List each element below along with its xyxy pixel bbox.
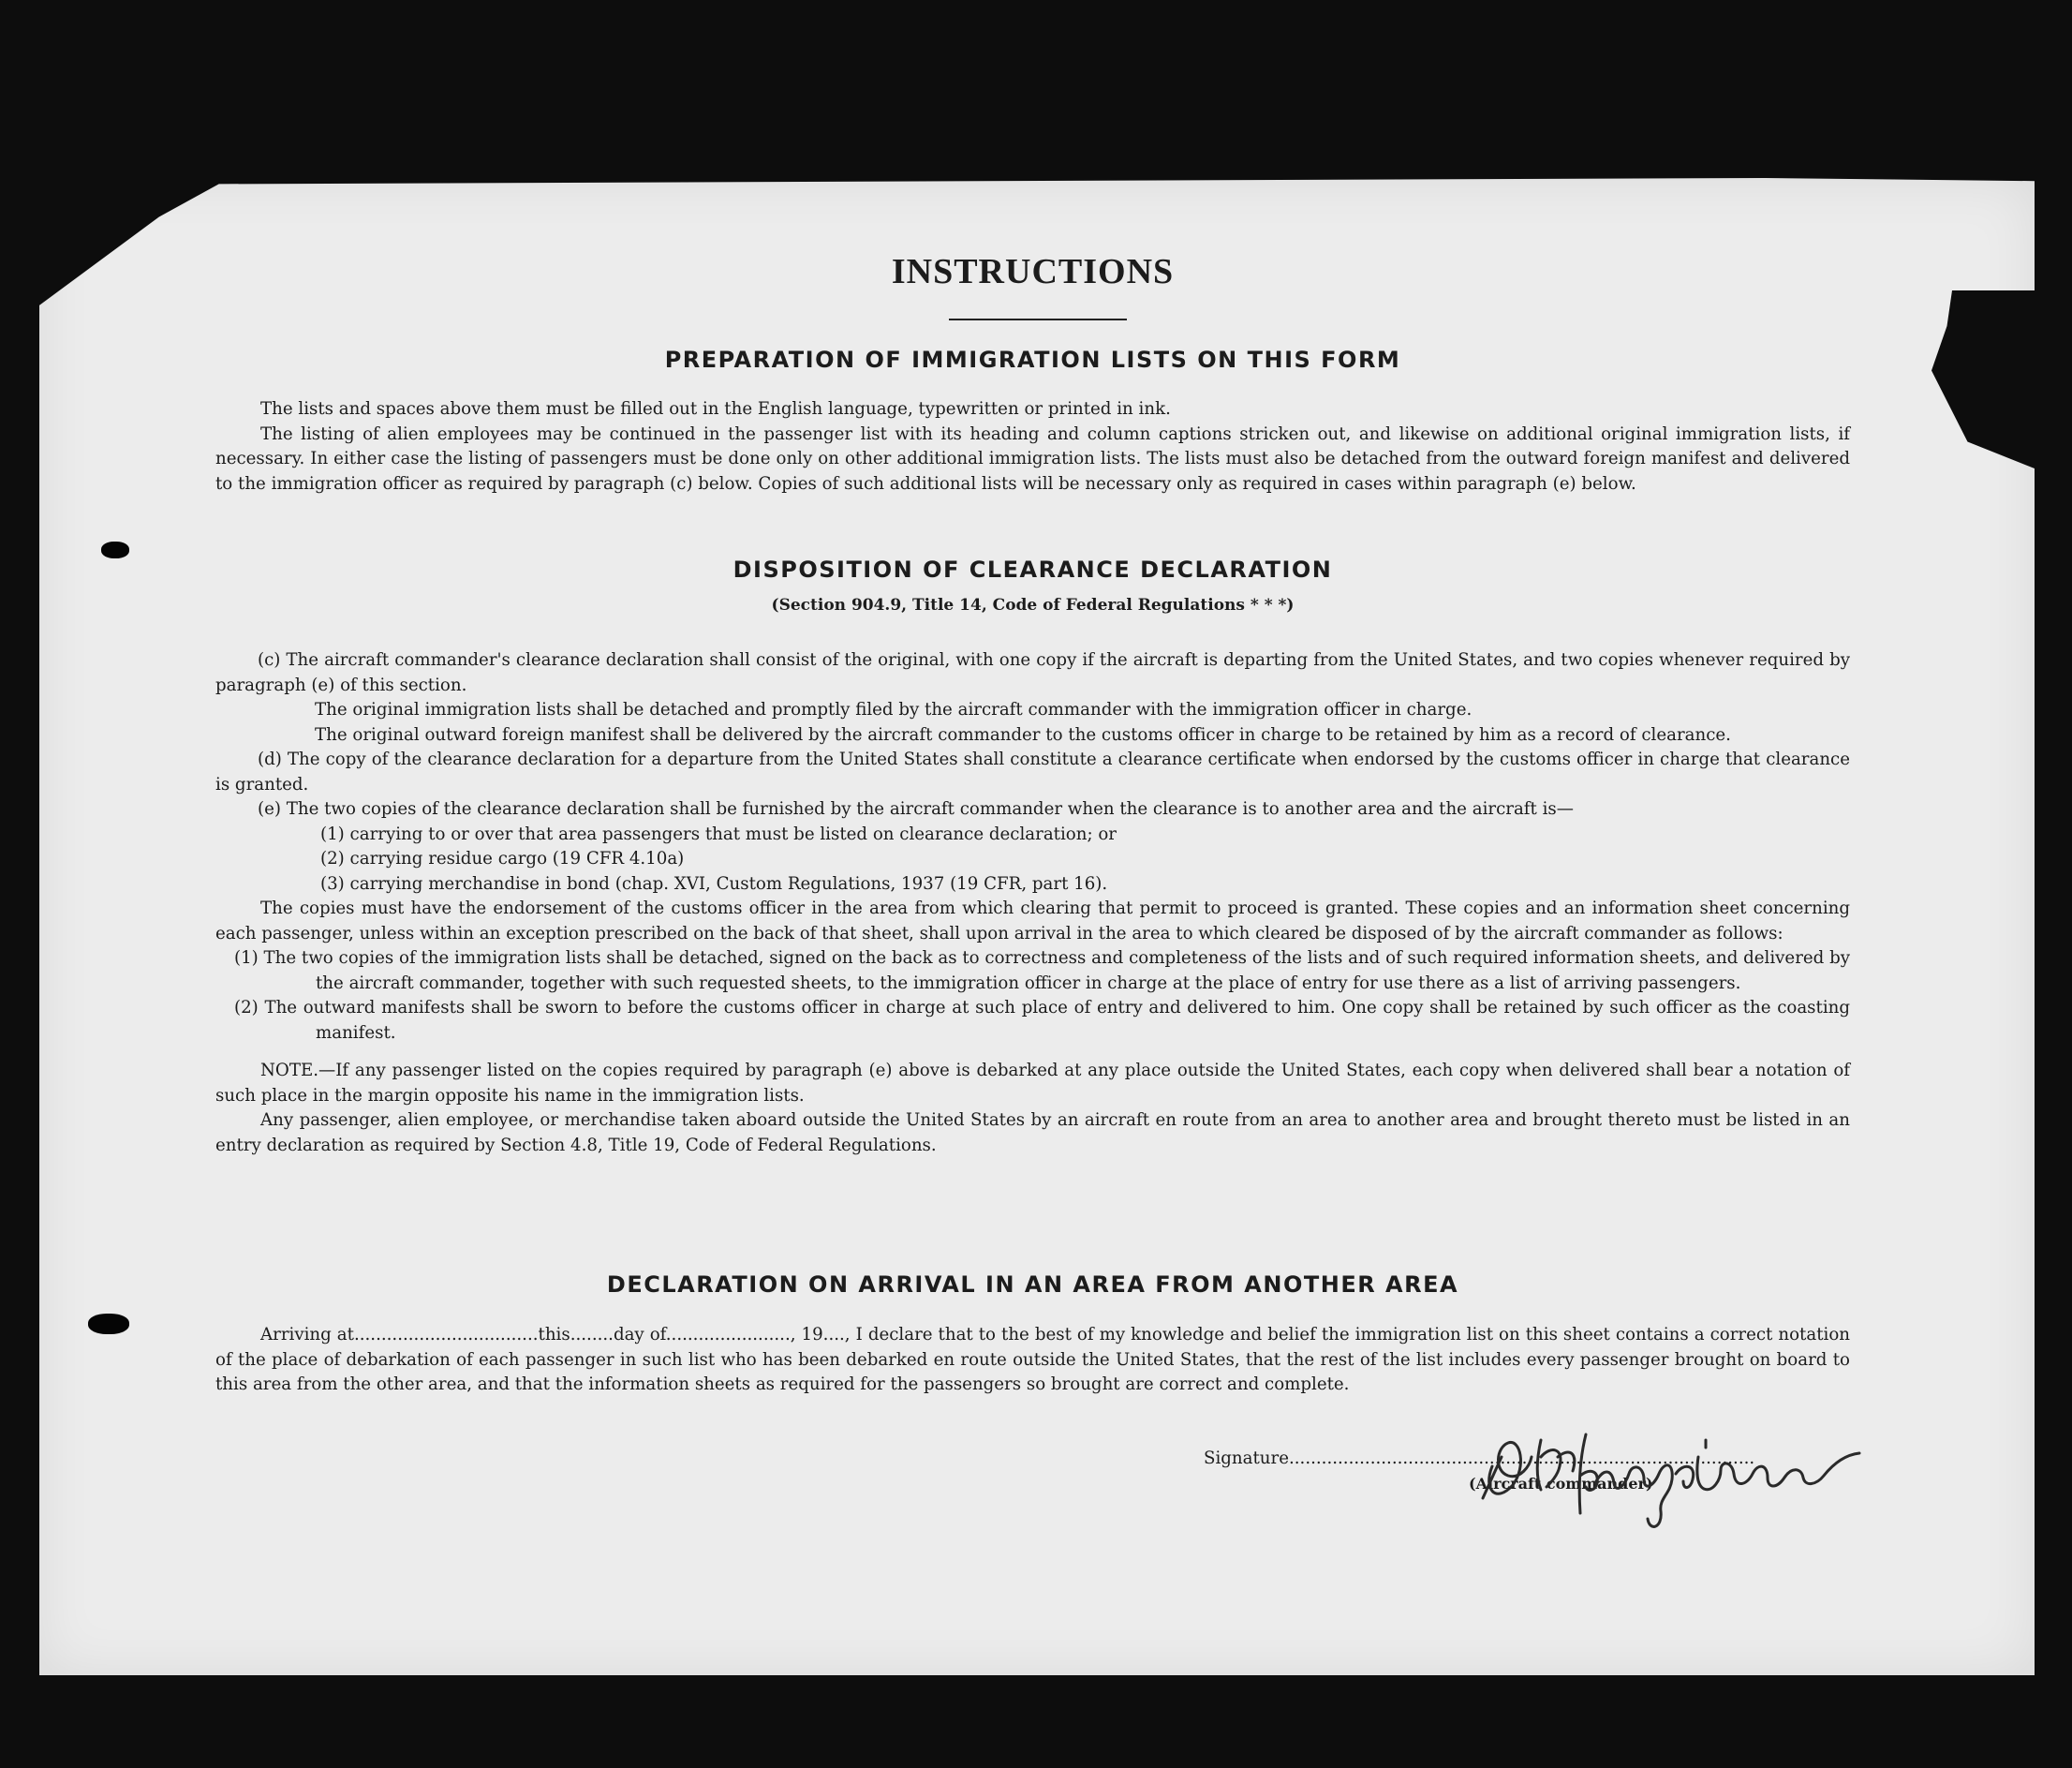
section-heading-declaration: DECLARATION ON ARRIVAL IN AN AREA FROM ANOTHER AREA	[606, 1271, 1459, 1298]
punch-hole-mark	[101, 542, 129, 558]
paragraph-d: (d) The copy of the clearance declaration for a departure from the United States shall constitute a clearance certificate when endorsed by the customs officer in charge that clearance is granted.	[215, 750, 1850, 795]
section-heading-disposition: DISPOSITION OF CLEARANCE DECLARATION	[733, 557, 1333, 583]
paragraph: The listing of alien employees may be continued in the passenger list with its heading and column captions stricken out, and likewise on additional original immigration lists, if necessary. In either case the listing of passengers must be done only on other additional immigration lists. The lists must also be detached from the outward foreign manifest and delivered to the immigration officer as required by paragraph (c) below. Copies of such additional lists will be necessary only as required in cases within paragraph (e) below.	[215, 423, 1850, 494]
handwritten-signature	[1475, 1401, 1887, 1541]
paragraph-c-immigration-lists: The original immigration lists shall be detached and promptly filed by the aircraft commander with the immigration officer in charge.	[315, 700, 1473, 720]
declaration-paragraph: Arriving at..................................this........day of......................., 19...., I declare that to the best of my knowledge and belief the immigration list on this sheet contains a correct notation of the place of debarkation of each passenger in such list who has been debarked en route outside the United States, that the rest of the list includes every passenger brought on board to this area from the other area, and that the information sheets as required for the passengers so brought are correct and complete.	[215, 1325, 1850, 1394]
paragraph-c-manifest: The original outward foreign manifest shall be delivered by the aircraft commander to the customs officer in charge to be retained by him as a record of clearance.	[315, 724, 1731, 745]
punch-hole-mark	[88, 1314, 129, 1334]
list-item: (1) The two copies of the immigration lists shall be detached, signed on the back as to correctness and completeness of the lists and of such required information sheets, and delivered by the aircraft commander, together with such requested sheets, to the immigration officer in charge at the place of entry for use there as a list of arriving passengers.	[234, 948, 1850, 993]
signature-caption: (Aircraft commander)	[1469, 1475, 1653, 1493]
list-item: (3) carrying merchandise in bond (chap. XVI, Custom Regulations, 1937 (19 CFR, part 16).	[320, 873, 1108, 894]
list-item: (2) The outward manifests shall be sworn to before the customs officer in charge at such place of entry and delivered to him. One copy shall be retained by such officer as the coasting manifest.	[234, 998, 1850, 1043]
list-item: (1) carrying to or over that area passengers that must be listed on clearance declaration; or	[320, 824, 1117, 844]
title-underline	[949, 319, 1127, 320]
signature-label: Signature	[1204, 1449, 1289, 1468]
declaration-text	[215, 1323, 1850, 1398]
signature-dots: ......................................................................................	[1288, 1449, 1755, 1468]
page-title: INSTRUCTIONS	[891, 252, 1175, 291]
disposition-text	[215, 648, 1850, 1158]
paragraph-any-passenger: Any passenger, alien employee, or merchandise taken aboard outside the United States by an aircraft en route from an area to another area and brought thereto must be listed in an entry declaration as required by Section 4.8, Title 19, Code of Federal Regulations.	[215, 1110, 1850, 1155]
list-item: (2) carrying residue cargo (19 CFR 4.10a)	[320, 849, 685, 869]
paragraph: The lists and spaces above them must be filled out in the English language, typewritten or printed in ink.	[260, 399, 1171, 419]
paragraph-e: (e) The two copies of the clearance declaration shall be furnished by the aircraft commander when the clearance is to another area and the aircraft is—	[258, 799, 1574, 819]
note-paragraph: NOTE.—If any passenger listed on the copies required by paragraph (e) above is debarked at any place outside the United States, each copy when delivered shall bear a notation of such place in the margin opposite his name in the immigration lists.	[215, 1061, 1850, 1106]
preparation-text	[215, 397, 1850, 497]
regulation-reference: (Section 904.9, Title 14, Code of Federal Regulations * * *)	[771, 596, 1295, 615]
paragraph-c: (c) The aircraft commander's clearance declaration shall consist of the original, with one copy if the aircraft is departing from the United States, and two copies whenever required by paragraph (e) of this section.	[215, 650, 1850, 695]
section-heading-preparation: PREPARATION OF IMMIGRATION LISTS ON THIS FORM	[664, 347, 1401, 373]
paragraph-copies: The copies must have the endorsement of the customs officer in the area from which clearing that permit to proceed is granted. These copies and an information sheet concerning each passenger, unless within an exception prescribed on the back of that sheet, shall upon arrival in the area to which cleared be disposed of by the aircraft commander as follows:	[215, 899, 1850, 943]
